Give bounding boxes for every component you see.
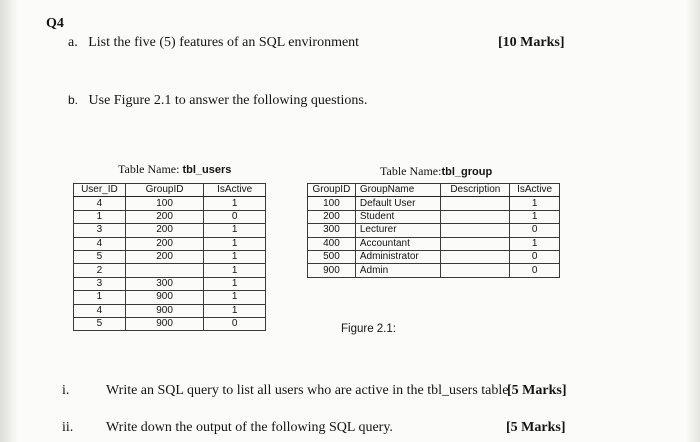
part-a bbox=[68, 35, 359, 51]
table-cell: 2 bbox=[74, 264, 126, 277]
group-table bbox=[307, 183, 560, 278]
subquestion-i-marks: [5 Marks] bbox=[507, 383, 567, 398]
users-table bbox=[73, 183, 266, 331]
table-cell: 400 bbox=[308, 237, 356, 250]
table-cell: 100 bbox=[125, 197, 204, 210]
subquestion-ii-label: ii. bbox=[62, 420, 74, 435]
users-table-header-row bbox=[74, 184, 266, 197]
table-cell: 1 bbox=[204, 250, 266, 263]
table-cell: 300 bbox=[125, 277, 204, 290]
table-row bbox=[74, 237, 266, 250]
table-cell: 4 bbox=[74, 304, 126, 317]
group-table-name: tbl_group bbox=[441, 166, 493, 178]
table-cell: 1 bbox=[510, 237, 560, 250]
column-header: GroupName bbox=[355, 184, 441, 197]
table-cell: 1 bbox=[204, 237, 266, 250]
table-cell: 0 bbox=[204, 210, 266, 223]
table-cell: 0 bbox=[204, 317, 266, 330]
table-cell bbox=[441, 210, 510, 223]
column-header: IsActive bbox=[510, 184, 560, 197]
subquestion-ii-text: Write down the output of the following SQL query. bbox=[106, 420, 393, 435]
table-row bbox=[308, 224, 560, 237]
users-table-body bbox=[74, 197, 266, 331]
table-cell: 5 bbox=[74, 250, 126, 263]
table-cell: 200 bbox=[125, 224, 204, 237]
subquestion-i-marks-wrap bbox=[507, 383, 567, 399]
table-cell: 1 bbox=[74, 210, 126, 223]
table-cell: 1 bbox=[74, 291, 126, 304]
users-table-name: tbl_users bbox=[182, 164, 232, 176]
subquestion-i-text: Write an SQL query to list all users who are active in the tbl_users table bbox=[106, 383, 509, 398]
part-a-text: List the five (5) features of an SQL environment bbox=[88, 35, 360, 50]
table-row bbox=[308, 250, 560, 263]
table-cell: Student bbox=[355, 210, 441, 223]
table-cell: 200 bbox=[125, 250, 204, 263]
table-cell: Accountant bbox=[355, 237, 441, 250]
table-cell: Default User bbox=[355, 197, 441, 210]
table-row bbox=[74, 317, 266, 330]
group-table-header-row bbox=[308, 184, 560, 197]
group-table-body bbox=[308, 197, 560, 277]
page-edge-shadow-left bbox=[0, 0, 18, 442]
table-cell: 1 bbox=[204, 224, 266, 237]
table-cell: 1 bbox=[204, 291, 266, 304]
table-row bbox=[74, 291, 266, 304]
table-cell: 3 bbox=[74, 277, 126, 290]
table-cell: 900 bbox=[125, 304, 204, 317]
column-header: Description bbox=[441, 184, 510, 197]
table-row bbox=[308, 237, 560, 250]
figure-caption: Figure 2.1: bbox=[341, 323, 396, 335]
table-cell: 900 bbox=[308, 264, 356, 277]
table-row bbox=[308, 210, 560, 223]
table-cell: 900 bbox=[125, 291, 204, 304]
table-cell: Lecturer bbox=[355, 224, 441, 237]
table-cell: 0 bbox=[510, 224, 560, 237]
users-table-title bbox=[118, 162, 231, 177]
table-cell: 5 bbox=[74, 317, 126, 330]
subquestion-i-label: i. bbox=[62, 383, 70, 398]
table-cell: 1 bbox=[204, 197, 266, 210]
table-cell: 200 bbox=[308, 210, 356, 223]
table-row bbox=[74, 197, 266, 210]
table-cell: 0 bbox=[510, 250, 560, 263]
table-row bbox=[74, 264, 266, 277]
table-cell: 1 bbox=[510, 210, 560, 223]
column-header: IsActive bbox=[204, 184, 266, 197]
table-cell: 1 bbox=[510, 197, 560, 210]
table-row bbox=[74, 224, 266, 237]
table-cell bbox=[125, 264, 204, 277]
group-table-title-prefix: Table Name: bbox=[380, 164, 442, 178]
part-b-text: Use Figure 2.1 to answer the following questions. bbox=[88, 93, 368, 108]
table-cell: 4 bbox=[74, 237, 126, 250]
table-cell bbox=[441, 237, 510, 250]
users-table-title-prefix: Table Name: bbox=[118, 162, 180, 176]
table-cell bbox=[441, 250, 510, 263]
column-header: GroupID bbox=[125, 184, 204, 197]
table-row bbox=[308, 264, 560, 277]
group-table-title bbox=[380, 164, 492, 179]
table-cell: 4 bbox=[74, 197, 126, 210]
table-cell: 1 bbox=[204, 264, 266, 277]
part-b-label: b. bbox=[68, 93, 79, 107]
subquestion-ii-marks: [5 Marks] bbox=[506, 420, 566, 435]
table-cell bbox=[441, 224, 510, 237]
table-cell: Admin bbox=[355, 264, 441, 277]
page-edge-shadow-right bbox=[686, 0, 700, 442]
column-header: User_ID bbox=[74, 184, 126, 197]
table-cell: 3 bbox=[74, 224, 126, 237]
column-header: GroupID bbox=[308, 184, 356, 197]
table-row bbox=[74, 277, 266, 290]
table-cell: 0 bbox=[510, 264, 560, 277]
table-cell: 200 bbox=[125, 237, 204, 250]
table-cell: 1 bbox=[204, 277, 266, 290]
subquestion-ii-marks-wrap bbox=[506, 420, 566, 436]
question-number: Q4 bbox=[46, 16, 64, 31]
table-cell bbox=[441, 264, 510, 277]
table-cell: 500 bbox=[308, 250, 356, 263]
table-cell: 300 bbox=[308, 224, 356, 237]
table-cell: 200 bbox=[125, 210, 204, 223]
part-a-label: a. bbox=[68, 35, 78, 50]
table-cell: 900 bbox=[125, 317, 204, 330]
part-b bbox=[68, 93, 367, 109]
table-cell: 100 bbox=[308, 197, 356, 210]
table-row bbox=[308, 197, 560, 210]
table-cell: 1 bbox=[204, 304, 266, 317]
table-cell: Administrator bbox=[355, 250, 441, 263]
table-row bbox=[74, 304, 266, 317]
table-row bbox=[74, 210, 266, 223]
part-a-marks: [10 Marks] bbox=[498, 35, 565, 50]
table-row bbox=[74, 250, 266, 263]
table-cell bbox=[441, 197, 510, 210]
